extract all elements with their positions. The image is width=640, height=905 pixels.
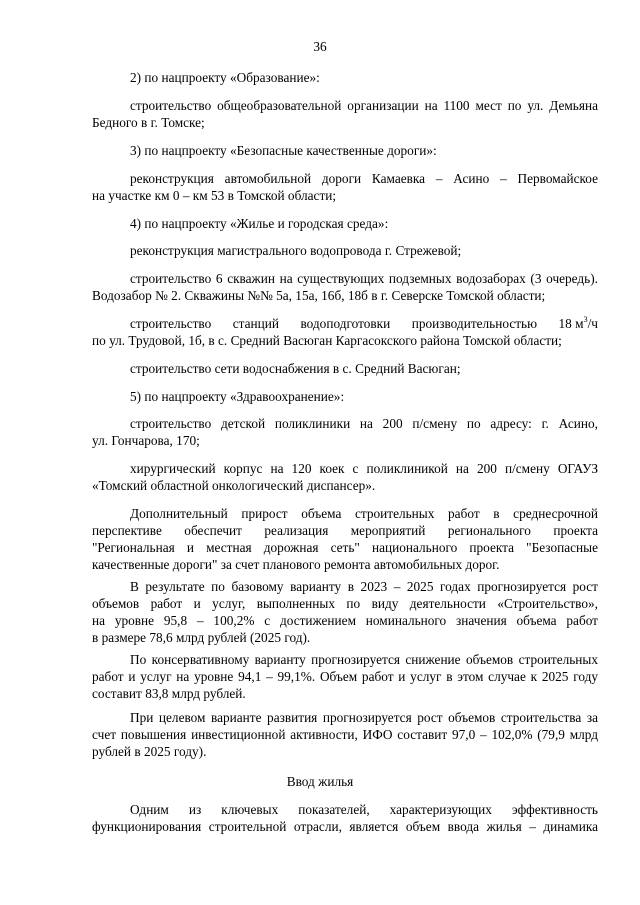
text-line: По консервативному варианту прогнозируется снижение объемов строительных [130, 652, 598, 667]
text-line: «Томский областной онкологический диспансер». [92, 478, 376, 493]
text-line: Бедного в г. Томске; [92, 115, 205, 130]
text-line: качественные дороги" за счет планового ремонта автомобильных дорог. [92, 557, 500, 572]
word: строительство [130, 316, 212, 331]
unit-value: 18 $м^3/ч$ [558, 315, 598, 331]
word: водоподготовки [300, 316, 391, 331]
text-line: в размере 78,6 млрд рублей (2025 год). [92, 630, 311, 645]
page-number: 36 [313, 39, 327, 54]
text-line: строительство 6 скважин на существующих подземных водозаборах (3 очередь). [130, 271, 598, 286]
text-line: функционирования строительной отрасли, является объем ввода жилья – динамика [92, 819, 598, 834]
text-line: 2) по нацпроекту «Образование»: [130, 70, 320, 85]
section-heading: Ввод жилья [286, 774, 354, 789]
text-line: При целевом варианте развития прогнозируется рост объемов строительства за [130, 710, 598, 725]
text-line: строительство общеобразовательной организации на 1100 мест по ул. Демьяна [130, 98, 598, 113]
text-line: на уровне 95,8 – 100,2% с достижением номинального значения объема работ [92, 613, 598, 628]
text-line: по ул. Трудовой, 1б, в с. Средний Васюган Каргасокского района Томской области; [92, 333, 562, 348]
text-line: строительство детской поликлиники на 200 п/смену по адресу: г. Асино, [130, 416, 598, 431]
text-line: составит 83,8 млрд рублей. [92, 686, 246, 701]
text-line: "Региональная и местная дорожная сеть" национального проекта "Безопасные [92, 540, 598, 555]
text-line: 3) по нацпроекту «Безопасные качественные дороги»: [130, 143, 437, 158]
word: производительностью [411, 316, 538, 331]
text-line: рублей в 2025 году). [92, 744, 207, 759]
text-line: реконструкция магистрального водопровода г. Стрежевой; [130, 243, 462, 258]
text-line: Одним из ключевых показателей, характеризующих эффективность [130, 802, 598, 817]
text-line: счет повышения инвестиционной активности, ИФО составит 97,0 – 102,0% (79,9 млрд [92, 727, 598, 742]
text-line: строительство сети водоснабжения в с. Средний Васюган; [130, 361, 461, 376]
text-line: 5) по нацпроекту «Здравоохранение»: [130, 389, 345, 404]
text-line: ул. Гончарова, 170; [92, 433, 200, 448]
word: станций [232, 316, 279, 331]
text-line: перспективе обеспечит реализация мероприятий регионального проекта [92, 523, 598, 538]
text-line: Водозабор № 2. Скважины №№ 5а, 15а, 16б, 18б в г. Северске Томской области; [92, 288, 546, 303]
text-line: В результате по базовому варианту в 2023 – 2025 годах прогнозируется рост [130, 579, 598, 594]
text-line-justified [130, 315, 598, 332]
text-line: объемов работ и услуг, выполненных по виду деятельности «Строительство», [92, 596, 598, 611]
text-line: Дополнительный прирост объема строительных работ в среднесрочной [130, 506, 598, 521]
text-line: работ и услуг на уровне 94,1 – 99,1%. Объем работ и услуг в этом случае к 2025 году [92, 669, 598, 684]
text-line: хирургический корпус на 120 коек с поликлиникой на 200 п/смену ОГАУЗ [130, 461, 598, 476]
text-line: реконструкция автомобильной дороги Камаевка – Асино – Первомайское [130, 171, 598, 186]
text-line: на участке км 0 – км 53 в Томской области; [92, 188, 337, 203]
text-line: 4) по нацпроекту «Жилье и городская среда»: [130, 216, 389, 231]
